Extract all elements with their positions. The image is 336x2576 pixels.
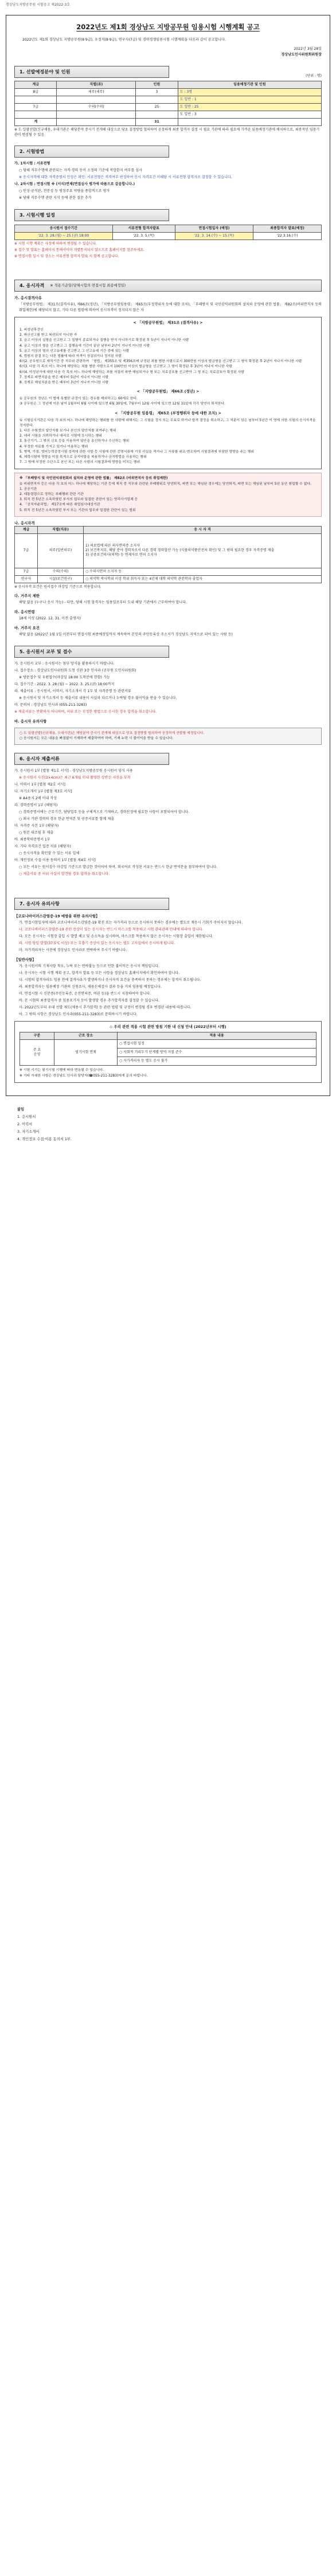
doc-line: ○ 제출서류 중 허위 사실이 발견될 경우 합격을 취소합니다. [19,872,110,877]
subsection-heading: 다. 거주지 제한 [14,593,40,598]
law-line: 1. 피성년후견인 [19,328,44,332]
law-line: 6의4. 미성년자에 대한 다음 각 목의 어느 하나에 해당하는 죄를 저질러 파면·해임되거나 형 또는 치료감호를 선고받아 그 형 또는 치료감호가 확정된 사람 [19,370,244,374]
page-title: 2022년도 제1회 경상남도 지방공무원 임용시험 시행계획 공고 [76,23,260,31]
law-line: 4. 금고 이상의 형을 선고받고 그 집행유예 기간이 끝난 날부터 2년이 지나지 아니한 사람 [19,344,150,348]
policy-note: ※ 기타 자세한 사항은 경상남도 인사과 담당자(☎055-211-3283)에게 문의 바랍니다. [19,1074,148,1078]
residence-req-text: 해당 없음 (2022년 1월 1일 이전부터 면접시험 최종예정일까지 계속하여 본인의 주민등록상 주소지가 경상남도 지역으로 되어 있는 사람 등) [19,632,233,637]
table-cell: 도 : 3명 [178,89,321,96]
section-6-heading: 6. 응시자 제출서류 [14,753,169,765]
table-cell: 도 일반 : 3 [178,111,321,119]
law-line: 2. 파산선고를 받고 복권되지 아니한 자 [19,333,77,337]
table-cell: 수의(수의) [57,104,136,111]
table-row [15,89,322,96]
col-agency: 임용예정기관 및 인원 [178,81,321,89]
law-line: 1. 다른 수험생의 답안지를 보거나 본인의 답안지를 보여주는 행위 [19,429,116,433]
law-line: ③ 공무원은 그 정년에 이른 날이 1월부터 6월 사이에 있으면 6월 30일에, 7월부터 12월 사이에 있으면 12월 31일에 각각 당연히 퇴직한다. [19,402,225,406]
law-box-title: < 「지방공무원법」 제66조 (정년) > [136,389,200,394]
table-cell: 필기시험 면제 [54,1040,118,1066]
table-cell: 3 [136,89,178,96]
schedule-note: ※ 시험 시행 계획은 사정에 의하여 변경될 수 있습니다. [14,242,97,246]
method-line: ○ 당해 직무수행에 관련되는 자격·경력 등이 소정의 기준에 적합한지 여부를 심사 [19,168,142,172]
issuing-org: 경상남도인사위원회위원장 [281,53,322,57]
general-line: 아. 그 밖의 사항은 경상남도 인사과(055-211-3283)로 문의하시기 바랍니다. [19,1012,138,1017]
table-row [15,111,322,119]
applicant-caution-box [14,728,322,745]
law-line: ① 비위면직자 등은 다음 각 호의 어느 하나에 해당하는 기관 등에 재직 중 직무와 관련된 부패행위로 당연퇴직, 파면 또는 해임된 경우에는 당연퇴직, 파면 또는 해임된 날부터 5년 동안 취업할 수 없다. [19,482,311,486]
law-line: 6. 법원의 판결 또는 다른 법률에 따라 자격이 상실되거나 정지된 사람 [19,355,122,359]
doc-number: 경상남도지방공무원 시험공고 제2022-3호 [6,3,71,7]
intro-text: 2022년도 제1회 경상남도 지방공무원(8·9급), 우정직(8·9급), 연구사(7급) 및 경력경쟁임용시험 시행계획을 다음과 같이 공고합니다. [22,38,226,42]
subsection-heading: 라. 응시연령 [14,609,35,614]
col-series: 직렬(직류) [38,526,84,533]
age-text: 18세 이상 (2022. 12. 31. 이전 출생자) [19,616,81,621]
table-cell: 31 [136,119,178,126]
law-line: 6. 체력시험에 영향을 미칠 목적으로 금지약물을 복용하거나 금지방법을 사용하는 행위 [19,455,147,460]
table-cell: 시설(보건연구) [38,575,84,583]
col-eligibility: 응 시 자 격 [84,526,322,533]
table-row [15,533,322,568]
table-cell [178,119,321,126]
table-cell [57,96,136,104]
announcement-frame [6,15,330,1096]
col-category: 구분 [20,1032,54,1040]
table-row [15,119,322,126]
law-box-31 [14,317,322,469]
doc-line: ○ 경력증명서에는 근무기간, 담당업무 등을 구체적으로 기재하고, 경력산정에 필요한 사항이 포함되어야 합니다. [19,810,190,815]
law-line: 3. 금고 이상의 실형을 선고받고 그 집행이 종료되거나 집행을 받지 아니하기로 확정된 후 5년이 지나지 아니한 사람 [19,339,189,343]
positions-note: ※ 도 일괄선발(신규채용, 우대기관은 해당분야 증시기 전개해 대상으로 당초 결정방법 협의하여 공정하게 최종 합격자 결정 시 필요 기관에 따라 필요에 가까운 임용예정기관에 배치하므로, 최종적인 임용기관이 변경될 수 있음 [14,128,320,137]
col-apply-period: 응시원서 접수기간 [15,225,113,233]
table-row [15,568,322,575]
table-cell: 8급 [15,89,57,96]
law-box-title: ※ 「부패방지 및 국민권익위원회의 설치와 운영에 관한 법률」 제82조 (비위면직자 등의 취업제한) [19,477,168,481]
table-cell: 계 [15,119,57,126]
law-line: 4. 부정한 자료를 가지고 있거나 이용하는 행위 [19,445,88,449]
table-cell [15,96,57,104]
apply-line: 마. 문의처 : 경상남도 인사과 (055-211-3283) [14,702,87,707]
section-5-heading: 5. 응시원서 교부 및 접수 [14,646,169,658]
col-interview-date: 면접시험일자 (예정) [175,225,253,233]
col-place: 근로 장소 [54,1032,118,1040]
eligibility-note: ※ 응시자격 요건은 원서접수 마감일 기준으로 적용합니다. [14,584,101,589]
table-cell: ○ 사회적 거리두기 단계별 방역 지침 준수 [118,1049,317,1057]
doc-line: ※ 응시원서 사진(3×4cm)은 최근 6개월 이내 촬영한 상반신 사진을 부착 [19,776,131,780]
table-cell: 7급 [15,533,38,568]
doc-line: 사. 기타 자격요건 입증 서류 (해당자) [14,845,71,849]
law-box-title: < 「지방공무원 임용령」 제65조 (부정행위자 등에 대한 조치) > [115,410,221,415]
table-cell: ○ 수의사면허 소지자 등 [84,568,322,575]
law-line: 5. 퇴직 전 5년간 소속하였던 부서 또는 기관의 업무와 밀접한 관련이 있는 협회 [19,508,136,512]
table-cell: 주 요 운영 [20,1040,54,1066]
attachment-item: 2. 이력서 [17,1122,33,1126]
date-signature [14,46,322,58]
law-line: 7. 그 밖에 부정한 수단으로 본인 또는 다른 사람의 시험결과에 영향을 미치는 행위 [19,461,140,465]
law-line: 4. 「공직자윤리법」 제17조에 따른 취업심사대상기관 [19,503,100,507]
section-2-heading: 2. 시험방법 [14,146,169,158]
apply-line: 다. 접수기간 : 2022. 3. 28.(월) ~ 2022. 3. 25.(금) 18:00까지 [14,682,115,686]
table-cell: 도 일반 : 25 [178,104,321,111]
method-line: 나. 2차시험 : 면접시험 ※ (서식)면제(면접심사 평가에 따름으로 갈음합니다.) [14,182,135,186]
apply-line: 가. 응시원서 교부 : 응시원서는 첨부 양식을 활용하시기 바랍니다. [14,661,115,666]
law-line: 2. 대통령령으로 정하는 부패행위 관련 기관 [19,493,84,497]
schedule-table [14,225,322,240]
eligibility-table [14,526,322,583]
table-cell [136,111,178,119]
table-cell: '22. 3. 28.(월) ~ 25.(금) 18:00 [15,233,113,240]
doc-line: 바. 최종학력증명서 1부 [14,838,50,842]
table-cell: 도 일반 : 1 [178,96,321,104]
table-cell: 의무(일반의무) [38,533,84,568]
law-line: 5. 병역, 가점, 영어능력검정시험 성적에 관한 사항 등 시험에 관한 증명서류에 거짓 사실을 적거나 그 서류를 위조·변조하여 시험결과에 부당한 영향을 주는 행위 [19,450,255,454]
apply-line: ※ 방문접수 및 우편접수(마감일 18:00 도착분에 한함) 가능 [19,675,110,680]
table-cell: 25 [136,104,178,111]
section-1-heading: 1. 선발예정분야 및 인원 [14,66,169,78]
attachments-label: 붙임 [17,1107,25,1112]
doc-line: ※ A4용지 2매 이내 작성 [19,796,57,801]
covid-line: 라. 시험 당일 발열(37.5℃ 이상) 또는 호흡기 증상이 있는 응시자는 별도 고사실에서 응시하게 됩니다. [19,941,175,946]
law-line: 3. 퇴직 전 5년간 소속하였던 부서의 업무와 밀접한 관련이 있는 영리사기업체 등 [19,498,138,502]
law-line: ① 공무원의 정년은 이 법에 특별한 규정이 있는 경우를 제외하고는 60세로 한다. [19,397,138,401]
covid-line: 나. 코로나바이러스감염증-19 관련 증상이 있는 응시자는 반드시 마스크를 착용하고 시험 관리관의 안내에 따라야 합니다. [19,928,204,932]
table-row [15,233,322,240]
col-final-result: 최종합격자 발표(예정) [253,225,322,233]
doc-line: 아. 개인정보 수집·이용 동의서 1부 [별첨 제4호 서식] [14,858,96,863]
col-count: 인원 [136,81,178,89]
table-cell: 세무(세무) [57,89,136,96]
col-doc-result: 서류전형 합격자발표 [112,225,175,233]
law-line: 6의2. 공무원으로 재직기간 중 직무와 관련하여 「형법」 제355조 및 제356조에 규정된 죄를 범한 사람으로서 300만원 이상의 벌금형을 선고받고 그 형이 확정된 후 2년이 지나지 아니한 사람 [19,360,302,364]
table-cell: ○ 면접시험 일정 [118,1040,317,1049]
covid-line: 가. 면접시험일자에 따라 코로나바이러스감염증-19 확진 또는 자가격리 등으로 응시하지 못하는 경우에는 별도로 재응시 기회가 주어지지 않습니다. [19,921,243,925]
general-line: 라. 최종합격자는 임용예정 기관의 신원조사, 채용신체검사 결과 등을 거쳐 임용될 예정입니다. [19,985,162,989]
subsection-heading: 가. 응시결격사유 [14,296,42,300]
anticorruption-box [14,473,322,516]
col-grade: 계급 [15,526,38,533]
law-line: 3. 통신기기, 그 밖의 신호 등을 이용하여 답안을 송신하거나 수신하는 행위 [19,439,130,443]
section-3-heading: 3. 시험시행 일정 [14,209,169,221]
general-line: 가. 응시원서의 기재사항 착오, 누락 또는 연락불능 등으로 인한 불이익은 응시자 책임입니다. [19,964,159,969]
table-cell: 수의(수의) [38,568,84,575]
section-7-heading: 7. 응시자 유의사항 [14,898,169,910]
table-cell: '22.3.16.(수) [253,233,322,240]
positions-table [14,81,322,126]
general-line: 사. 2022년도부터 우대 선발 제도(채용시 추가합격) 등 관련 법령 및 규정이 변경될 경우 변경된 내용에 따릅니다. [19,1006,192,1010]
method-line: ※ 응시자격에 대한 자격증명서 인정은 확인: 서류전형은 적격여부 판정하여 응시 자격요건 미해당 시 서류전형 합격자로 결정할 수 있습니다. [19,175,232,179]
table-row [15,575,322,583]
col-content: 적용 내용 [118,1032,317,1040]
general-line: 바. 본 시험의 최종합격자 중 임용포기자 등이 발생할 경우 추가합격자를 결정할 수 있습니다. [19,999,159,1003]
table-cell: 7급 [15,568,38,575]
subsection-heading: 바. 응시자 유의사항 [14,718,47,724]
policy-box-title: ◇ 우리 관련 적용 시험 관련 방침 기한 내 신청 안내 (2022년부터 시행) [110,1024,226,1030]
unit-note: (단위 : 명) [306,74,322,78]
schedule-note: ※ 접수 및 발표는 홈페이지 통해서이며 개별통지되지 않으므로 홈페이지를 참조하세요. [14,248,144,252]
law-line: 6의3. 다음 각 목의 어느 하나에 해당하는 죄를 범한 사람으로서 100만원 이상의 벌금형을 선고받고 그 형이 확정된 후 3년이 지나지 아니한 사람 [19,365,232,369]
law-line: ① 시험실시기관은 다음 각 호의 어느 하나에 해당하는 행위를 한 사람에 대해서는 그 시험을 정지 또는 무효로 하거나 합격 결정을 취소하고, 그 처분이 있은 날부터 5년간 이 영에 의한 시험의 응시자격을 정지한다. [19,418,316,427]
method-line: ※ 당해 직무수행 관련 지식 등에 관한 질문 추가 [19,196,92,200]
section-4-basis: ※ 적용기준일(당해시험의 면접시험 최종예정일) [50,284,126,288]
schedule-note: ※ 면접시험 일시 및 장소는 서류전형 합격자 발표 시 함께 공고합니다. [14,254,119,258]
law-line: 1. 공공기관 [19,487,37,491]
general-line: 다. 시험의 합격자라도 임용 전에 결격사유가 발생하거나 응시자격 요건을 충족하지 못하는 경우에는 합격이 취소됩니다. [19,978,201,983]
doc-line: 가. 응시원서 1부 [별첨 제1호 서식] - 경상남도지방공무원 응시원서 양식 사용 [14,769,133,773]
law-line: 5. 금고 이상의 형의 선고유예를 선고받고 그 선고유예 기간 중에 있는 사람 [19,349,130,353]
general-line: 나. 응시자는 시험 시행 계획 공고, 합격자 발표 등 모든 사항을 경상남도 홈페이지에서 확인하여야 합니다. [19,971,180,976]
table-cell: 7급 [15,104,57,111]
apply-line: 나. 접수장소 : 경상남도인사위원회 도청 신관 3층 인사과 (공무원 도인사위원회) [14,668,136,673]
policy-table [19,1032,317,1066]
law-line: 7. 징계로 파면처분을 받은 때부터 5년이 지나지 아니한 사람 [19,375,109,379]
doc-line: 라. 경력증명서 1부 (해당자) [14,803,58,808]
col-grade: 계급 [15,81,57,89]
covid-heading: 【코로나바이러스감염증-19 예방을 위한 유의사항】 [14,914,100,919]
table-row [15,96,322,104]
attachment-item: 4. 개인정보 수집·이용 동의서 1부. [17,1137,72,1141]
announce-date: 2022년 3월 28일 [294,47,322,51]
doc-line: ○ 외국 기관 경력의 경우 한글 번역본 및 공증서류를 함께 제출 [19,817,114,822]
policy-note: ※ 시험 시기는 필기시험 시행에 따라 변동될 수 있습니다. [19,1069,104,1073]
disqualification-text: 「지방공무원법」 제31조(결격사유), 제66조(정년), 「지방공무원임용령」 제65조(부정행위자 등에 대한 조치), 「부패방지 및 국민권익위원회의 설치와 운영에 관한 법률」 제82조(비위면직자 등의 취업제한)에 해당되지 않고, 기타 다른 법령에 의하여 응시자격이 정지되지 않은 자 [19,303,322,312]
table-row [20,1040,317,1049]
doc-line: 마. 자격증 사본 1부 (해당자) [14,824,59,828]
doc-line: ○ 모든 서류는 원서접수 마감일 기준으로 발급한 것이어야 하며, 외국어로 작성된 서류는 반드시 한글 번역문을 첨부하여야 합니다. [19,865,218,870]
subsection-heading: 마. 거주지 요건 [14,625,40,630]
doc-line: 다. 자기소개서 1부 [별첨 제3호 서식] [14,790,72,794]
covid-line: 다. 모든 응시자는 시험장 출입 시 발열 체크 및 손소독을 실시하며, 마스크를 착용하지 않은 응시자는 시험장 출입이 제한됩니다. [19,934,213,939]
table-cell [15,111,57,119]
apply-line: ※ 응시원서 및 자기소개서 등 제출서류 내용이 사실과 다르거나 누락될 경우 불이익을 받을 수 있습니다. [19,696,177,700]
subsection-heading: 나. 응시자격 [14,520,35,525]
method-line: 가. 1차시험 : 서류전형 [14,162,50,166]
residence-text: 해당 없음 (누구나 응시 가능) - 다만, 당해 시험 합격자는 임용일로부터 도내 해당 기관에서 근무하여야 합니다. [19,600,187,604]
table-cell: 연구사 [15,575,38,583]
law-line: 2. 대리 시험을 의뢰하거나 대리로 시험에 응시하는 행위 [19,434,102,438]
attachments-list [6,1106,330,1142]
doc-line: ○ 원본 대조필 후 제출 [19,831,54,835]
table-cell [57,111,136,119]
apply-warning: ※ 제출서류는 반환하지 아니하며, 허위 또는 부정한 방법으로 응시한 경우 합격을 취소합니다. [14,709,157,714]
table-cell: '22. 3. 5.(목) [112,233,175,240]
table-cell: ○ 의약학 박사학위 이상 학위 취득자 또는 4년제 대학 의약학 관련학과 졸업자 [84,575,322,583]
general-heading: 【일반사항】 [14,957,36,963]
apply-line: 라. 제출서류 : 응시원서, 이력서, 자기소개서 각 1부 및 자격증명 등 관련서류 [14,689,131,693]
section-4-heading [14,280,322,292]
method-line: ○ 인성·공직관, 전문성 등 평정주요 역량을 종합적으로 평가 [19,189,110,193]
law-line: 8. 징계로 해임처분을 받은 때부터 3년이 지나지 아니한 사람 [19,381,109,385]
doc-line: ○ 응시자격을 확인할 수 있는 서류 일체 [19,851,80,856]
caution-line: ○ 응시원서는 모든 내용을 빠짐없이 기재하여 제출하여야 하며, 기재 누락 시 불이익을 받을 수 있습니다. [19,737,174,741]
section-4-title: 4. 응시자격 [19,282,45,288]
col-series: 직렬(류) [57,81,136,89]
doc-line: 나. 이력서 1부 [별첨 제2호 서식] [14,783,65,787]
law-box-title: < 「지방공무원법」 제31조 (결격사유) > [133,320,203,325]
attachment-item: 3. 자기소개서 [17,1129,40,1134]
table-cell: 1) 의료법에 따른 의사면허증 소지자 2) 보건복지부, 해당 분야 경력자로서 다른 경력 경력합산 가능 (식품의약품안전처 확인) 및 그 밖의 필요한 경우 자격증명 제출 3) 공중보건의사(의학) 등 면제자로 면허 소지자 [84,533,322,568]
general-line: 마. 면접시험 시 신분증(주민등록증, 운전면허증, 여권 등)을 반드시 지참하여야 합니다. [19,992,151,996]
attachment-item: 1. 응시원서 [17,1114,36,1119]
table-cell: ○ 자가격리자 등 별도 응시 불가 [118,1057,317,1066]
table-cell: '22. 3. 14.(수) ~ 15.(목) [175,233,253,240]
table-cell [57,119,136,126]
covid-line: 마. 자가격리자는 사전에 경상남도 인사과로 연락하여 주시기 바랍니다. [19,948,127,953]
exam-policy-box [14,1021,322,1082]
table-cell [136,96,178,104]
table-row [15,104,322,111]
caution-line: ○ 도 일괄선발(신규채용, 우대기관)은 해당분야 증시기 전개해 대상으로 당초 결정방법 협의하여 공정하게 선발할 예정입니다. [19,731,205,735]
